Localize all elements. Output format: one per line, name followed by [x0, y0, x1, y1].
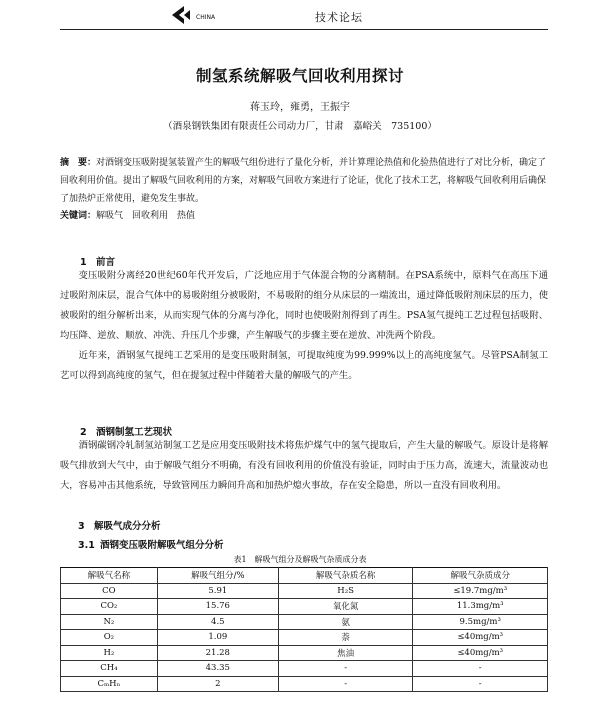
journal-logo-icon: [168, 4, 198, 26]
table-caption: 表1 解吸气组分及解吸气杂质成分表: [233, 555, 367, 564]
table-cell: ≤40mg/m³: [413, 645, 548, 661]
section-1-number: 1: [80, 257, 87, 268]
table-cell: 氧化氮: [278, 599, 413, 615]
section-1-body: [60, 266, 548, 386]
table-cell: N₂: [61, 614, 158, 630]
section-name: 技术论坛: [315, 11, 363, 24]
header-rule: [60, 29, 548, 30]
table-header-cell: 解吸气杂质名称: [278, 568, 413, 584]
table-cell: 43.35: [157, 661, 278, 677]
authors: 蒋玉玲，雍勇，王振宇: [250, 102, 350, 113]
table-cell: 2: [157, 676, 278, 692]
section-3-1-heading: [78, 537, 224, 551]
table-header-cell: 解吸气杂质成分: [413, 568, 548, 584]
section-3-1-number: 3.1: [78, 540, 95, 551]
table-row: [61, 630, 548, 646]
table-header-cell: 解吸气组分/%: [157, 568, 278, 584]
table-cell: 11.3mg/m³: [413, 599, 548, 615]
section-3-title: 解吸气成分分析: [94, 521, 161, 532]
table-cell: -: [413, 676, 548, 692]
section-3-heading: [78, 518, 161, 532]
table-cell: 5.91: [157, 583, 278, 599]
table-cell: CO₂: [61, 599, 158, 615]
table-row: [61, 645, 548, 661]
table-cell: 9.5mg/m³: [413, 614, 548, 630]
table-row: [61, 599, 548, 615]
affiliation: （酒泉钢铁集团有限责任公司动力厂，甘肃 嘉峪关 735100）: [163, 121, 437, 132]
paragraph: 变压吸附分离经20世纪60年代开发后，广泛地应用于气体混合物的分离精制。在PSA系统中，原料气在高压下通过吸附剂床层，混合气体中的易吸附组分被吸附，不易吸附的组分从床层的一端流出，通过降低吸附剂床层的压力，使被吸附的组分解析出来，从而实现气体的分离与净化，同时也使吸附剂得到了再生。PSA氢气提纯工艺过程包括吸附、均压降、逆放、顺放、冲洗、升压几个步骤，产生解吸气的步骤主要在逆放、冲洗两个阶段。: [60, 270, 548, 341]
section-2-number: 2: [80, 427, 87, 438]
table-cell: CO: [61, 583, 158, 599]
table-cell: 氨: [278, 614, 413, 630]
table-cell: -: [278, 661, 413, 677]
table-cell: CₘHₙ: [61, 676, 158, 692]
table-cell: CH₄: [61, 661, 158, 677]
table-cell: ≤40mg/m³: [413, 630, 548, 646]
table-cell: O₂: [61, 630, 158, 646]
table-cell: 15.76: [157, 599, 278, 615]
desorption-gas-table: [60, 567, 548, 692]
table-cell: H₂S: [278, 583, 413, 599]
section-3-1-title: 酒钢变压吸附解吸气组分分析: [100, 540, 224, 551]
paragraph: 近年来，酒钢氢气提纯工艺采用的是变压吸附制氢，可提取纯度为99.999%以上的高纯度氢气。尽管PSA制氢工艺可以得到高纯度的氢气，但在提氢过程中伴随着大量的解吸气的产生。: [60, 350, 548, 381]
section-2-title: 酒钢制氢工艺现状: [96, 427, 173, 438]
table-row: [61, 614, 548, 630]
paper-title: 制氢系统解吸气回收利用探讨: [195, 67, 404, 85]
table-row: [61, 661, 548, 677]
abstract-label: 摘 要：: [60, 158, 97, 168]
table-row: [61, 676, 548, 692]
table-cell: 4.5: [157, 614, 278, 630]
section-3-number: 3: [78, 521, 85, 532]
table-cell: 焦油: [278, 645, 413, 661]
table-header-cell: 解吸气名称: [61, 568, 158, 584]
page-header: [0, 0, 600, 30]
paragraph: 酒钢碳钢冷轧制氢站制氢工艺是应用变压吸附技术将焦炉煤气中的氢气提取后，产生大量的解吸气。原设计是将解吸气排放到大气中，由于解吸气组分不明确，有没有回收利用的价值没有验证，同时由于压力高，流速大，流量波动也大，容易冲击其他系统，导致管网压力瞬间升高和加热炉熄火事故，存在安全隐患，所以一直没有回收利用。: [60, 440, 548, 491]
table-header-row: [61, 568, 548, 584]
abstract-text: 对酒钢变压吸附提氢装置产生的解吸气组份进行了量化分析，并计算理论热值和化验热值进行了对比分析，确定了回收利用价值。提出了解吸气回收利用的方案，对解吸气回收方案进行了论证，优化了技术工艺，将解吸气回收利用后确保了加热炉正常使用，避免发生事故。: [60, 158, 547, 204]
table-cell: ≤19.7mg/m³: [413, 583, 548, 599]
section-2-body: [60, 436, 548, 496]
table-cell: 1.09: [157, 630, 278, 646]
table-cell: -: [278, 676, 413, 692]
keywords-text: 解吸气 回收利用 热值: [96, 211, 196, 221]
table-row: [61, 583, 548, 599]
abstract: [60, 154, 548, 208]
table-cell: -: [413, 661, 548, 677]
table-cell: 萘: [278, 630, 413, 646]
logo-text: CHINA: [196, 14, 216, 21]
keywords: [60, 208, 548, 221]
keywords-label: 关键词：: [60, 211, 97, 221]
table-cell: 21.28: [157, 645, 278, 661]
section-1-title: 前言: [96, 257, 116, 268]
table-cell: H₂: [61, 645, 158, 661]
